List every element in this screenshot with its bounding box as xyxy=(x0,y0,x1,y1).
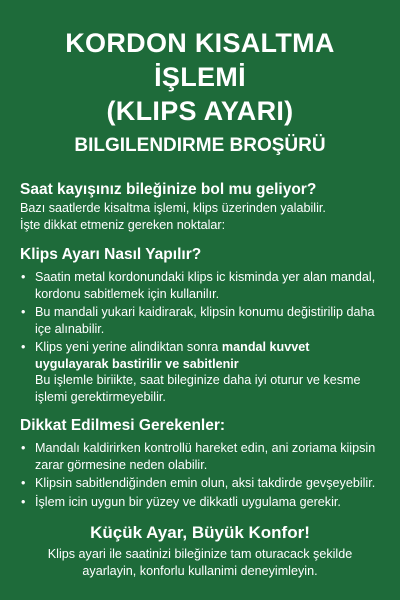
bullet-icon: • xyxy=(21,441,26,455)
caution-heading: Dikkat Edilmesi Gerekenler: xyxy=(20,417,226,434)
intro-text-line-2: İşte dikkat etmeniz gereken noktalar: xyxy=(20,217,226,232)
brochure-title xyxy=(20,26,380,128)
bullet-icon: • xyxy=(21,270,26,284)
caution-list xyxy=(20,440,380,510)
bullet-icon: • xyxy=(21,476,26,490)
caution-item-text: İşlem icin uygun bir yüzey ve dikkatli uygulama gerekir. xyxy=(35,494,341,509)
list-item xyxy=(20,475,380,492)
brochure-subtitle: BILGILENDIRME BROŞÜRÜ xyxy=(74,135,326,156)
intro-text-line-1: Bazı saatlerde kisaltma işlemi, klips üzerinden yalabilir. xyxy=(20,201,326,215)
how-to-heading: Klips Ayarı Nasıl Yapılır? xyxy=(20,246,202,263)
how-to-list xyxy=(20,269,380,405)
bullet-icon: • xyxy=(21,494,26,509)
title-line-1: KORDON KISALTMA İŞLEMİ xyxy=(65,28,335,92)
intro-text xyxy=(20,200,380,233)
intro-heading: Saat kayışınız bileğinize bol mu geliyor? xyxy=(20,181,317,198)
how-to-section xyxy=(20,245,380,405)
caution-section xyxy=(20,416,380,510)
footer-heading: Küçük Ayar, Büyük Konfor! xyxy=(90,523,310,542)
footer-text-line-2: ayarlayin, konforlu kullanimi deneyimleyin. xyxy=(82,563,318,578)
list-item xyxy=(20,440,380,473)
list-item xyxy=(20,304,380,337)
how-to-item-text-post: Bu işlemle biriikte, saat bileginize daha iyi oturur ve kesme işlemi gerektirmeyebilir. xyxy=(35,373,361,404)
list-item xyxy=(20,339,380,405)
title-line-2: (KLIPS AYARI) xyxy=(106,96,294,126)
footer-text-line-1: Klips ayari ile saatinizi bileğinize tam oturacack şekilde xyxy=(47,547,353,561)
how-to-item-text-pre: Klips yeni yerine alindiktan sonra xyxy=(35,340,219,354)
intro-section xyxy=(20,180,380,233)
bullet-icon: • xyxy=(21,305,26,319)
caution-item-text: Mandalı kaldirirken kontrollü hareket edin, ani zoriama kiipsin zarar görmesine neden olabilir. xyxy=(35,441,376,472)
list-item xyxy=(20,494,380,511)
how-to-item-text: Bu mandali yukari kaidirarak, klipsin konumu değistirilip daha içe alınabilir. xyxy=(35,305,375,336)
caution-item-text: Klipsin sabitlendiğinden emin olun, aksi takdirde gevşeyebilir. xyxy=(35,476,376,490)
how-to-item-text: Saatin metal kordonundaki klips ic kisminda yer alan mandal, kordonu sabitlemek için kullanilır. xyxy=(35,270,376,301)
footer-text xyxy=(20,546,380,579)
how-to-item-text-bold: mandal kuvvet uygulayarak bastirilir ve sabitlenir xyxy=(35,340,310,371)
bullet-icon: • xyxy=(21,340,26,354)
list-item xyxy=(20,269,380,302)
